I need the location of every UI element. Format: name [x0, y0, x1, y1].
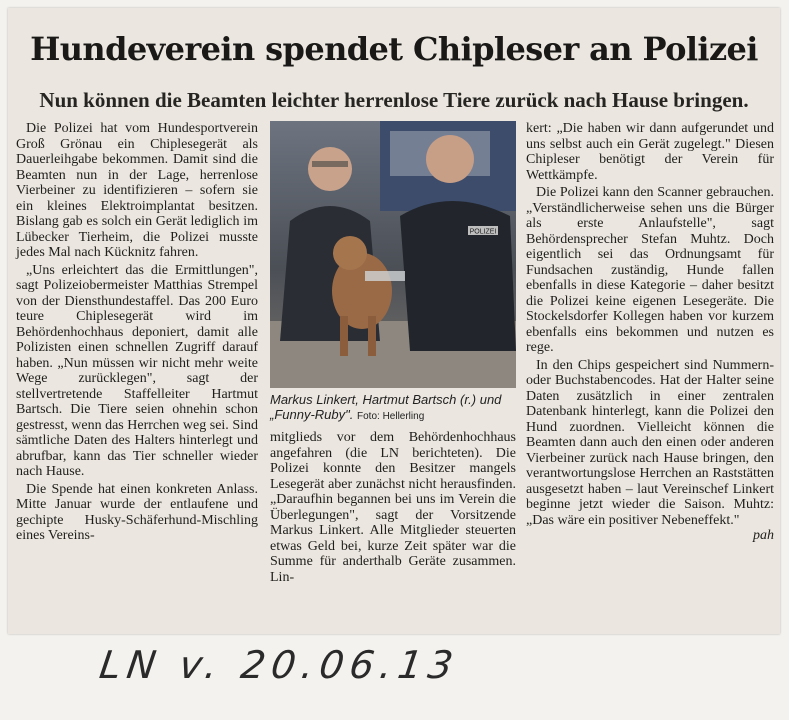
paragraph: In den Chips gespeichert sind Nummern- oder Buchstabencodes. Hat der Halter seine Daten zusätzlich in einer zentralen Datenbank hinterlegt, kann die Polizei den Hund zuordnen. Vielleicht können die Beamten dann auch den einen oder anderen Vierbeiner zurück nach Hause bringen, den verantwortungslose Herrchen an Raststätten ausgesetzt haben – laut Vereinschef Linkert beginne jetzt wieder die Saison. Muhtz: „Das wäre ein positiver Nebeneffekt.": [526, 357, 774, 528]
article-photo: [270, 121, 516, 388]
paragraph: „Uns erleichtert das die Ermittlungen", sagt Polizeiobermeister Matthias Strempel von der Diensthundestaffel. Das 200 Euro teure Chiplesegerät wird im Behördenhochhaus deponiert, damit alle Polizisten einen schnellen Zugriff darauf haben. „Nun müssen wir nicht mehr weite Wege zurücklegen", sagt der stellvertretende Staffelleiter Hartmut Bartsch. Die Tiere seien ohnehin schon gestresst, wenn das Herrchen weg sei. Sind sämtliche Daten des Halters hinterlegt und abrufbar, kann das Tier schneller wieder nach Hause.: [16, 262, 258, 479]
paragraph: kert: „Die haben wir dann aufgerundet und uns selbst auch ein Gerät zugelegt." Diesen Chipleser benötigt der Verein für Wettkämpfe.: [526, 121, 774, 183]
person-left-head: [308, 147, 352, 191]
newspaper-clipping: [8, 8, 780, 634]
article-column-1: [16, 121, 258, 546]
author-signature: pah: [753, 528, 774, 543]
article-column-2: [270, 430, 516, 587]
paragraph: Die Spende hat einen konkreten Anlass. Mitte Januar wurde der entlaufene und gechipte Husky-Schäferhund-Mischling eines Vereins-: [16, 481, 258, 543]
paragraph: Die Polizei hat vom Hundesportverein Groß Grönau ein Chiplesegerät als Dauerleihgabe bekommen. Damit sind die Beamten nun in der Lage, herrenlose Vierbeiner zu identifizieren – sofern sie ein kleines Elektroimplantat besitzen. Bislang gab es solch ein Gerät lediglich im Lübecker Tierheim, die Polizei musste jedes Mal nach Kücknitz fahren.: [16, 121, 258, 260]
photo-caption: [270, 392, 516, 424]
handwritten-date-note: LN v. 20.06.13: [96, 643, 462, 687]
person-right-body: [400, 201, 516, 351]
polizei-badge: POLIZEI: [469, 228, 497, 236]
caption-text: Markus Linkert, Hartmut Bartsch (r.) und „Funny-Ruby".: [270, 392, 502, 422]
paragraph: mitglieds vor dem Behördenhochhaus angefahren (die LN berichteten). Die Polizei konnte den Besitzer mangels Lesegerät aber zunächst nicht herausfinden. „Daraufhin begannen bei uns im Verein die Überlegungen", sagt der Vorsitzende Markus Linkert. Alle Mitglieder steuerten etwas Geld bei, kurze Zeit später war die Summe für anderthalb Geräte zusammen. Lin-: [270, 430, 516, 585]
subheadline: Nun können die Beamten leichter herrenlose Tiere zurück nach Hause bringen.: [39, 88, 749, 112]
article-column-3: [526, 121, 774, 544]
photo-credit: Foto: Hellerling: [357, 411, 425, 422]
headline: Hundeverein spendet Chipleser an Polizei: [30, 30, 758, 68]
paragraph: Die Polizei kann den Scanner gebrauchen. „Verständlicherweise sehen uns die Bürger als erste Anlaufstelle", sagt Behördensprecher Stefan Muhtz. Doch eigentlich sei das Ordnungsamt für Fundsachen zuständig, Hunde fallen ebenfalls in diese Kategorie – daher besitzt die Polizei keine eigenen Lesegeräte. Die Stockelsdorfer Kollegen haben vor kurzem ebenfalls eins bekommen und nutzen es rege.: [526, 185, 774, 355]
photo-illustration: [270, 121, 516, 388]
person-right-head: [426, 135, 474, 183]
